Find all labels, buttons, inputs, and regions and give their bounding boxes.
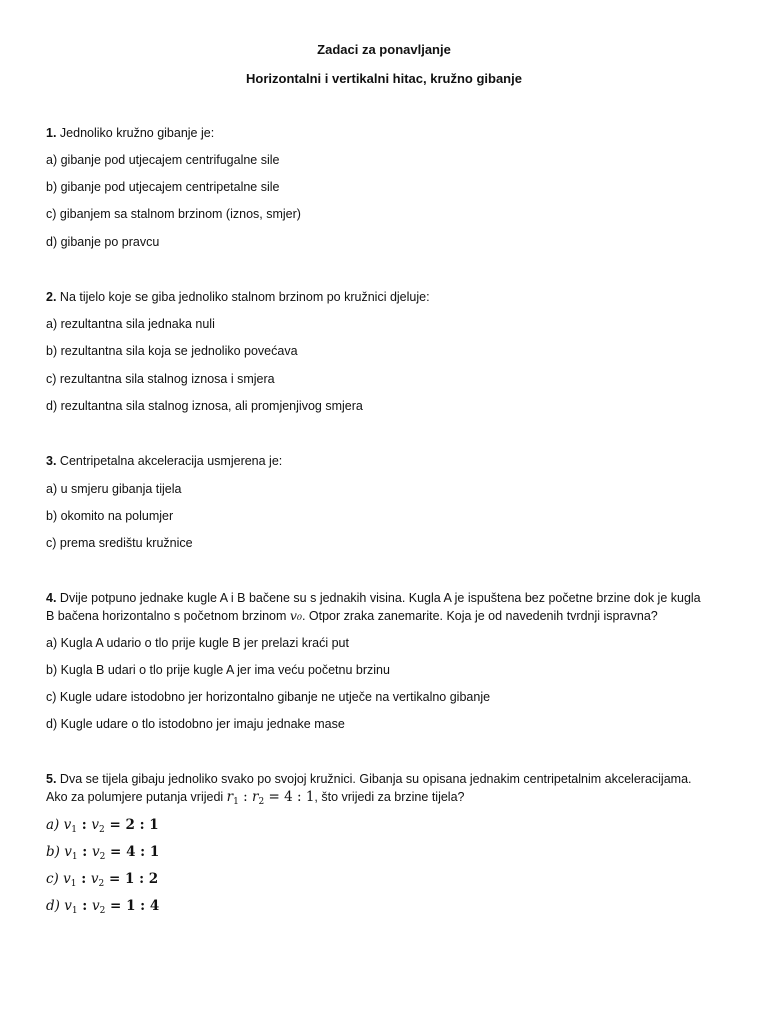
q4-answer-b: b) Kugla B udari o tlo prije kugle A jer ima veću početnu brzinu (46, 663, 390, 677)
q4-answer-d: d) Kugle udare o tlo istodobno jer imaju jednake mase (46, 717, 345, 731)
q2-answer-b: b) rezultantna sila koja se jednoliko povećava (46, 344, 298, 358)
question-2 (46, 290, 430, 304)
q1-answer-a: a) gibanje pod utjecajem centrifugalne sile (46, 153, 280, 167)
document-subtitle: Horizontalni i vertikalni hitac, kružno gibanje (246, 71, 522, 86)
question-text-line-1: Dvije potpuno jednake kugle A i B bačene su s jednakih visina. Kugla A je ispuštena bez početne brzine dok je kugla (59, 591, 701, 605)
question-5 (46, 772, 692, 786)
q5-answer-b: b) $v_1$ : $v_2 = 4$ : 1 (46, 844, 160, 862)
q4-answer-c: c) Kugle udare istodobno jer horizontalno gibanje ne utječe na vertikalno gibanje (46, 690, 491, 704)
q3-answer-a: a) u smjeru gibanja tijela (46, 482, 182, 496)
radius-ratio-expression: $r_1$ : $r_2 = 4$ : 1 (226, 789, 315, 807)
q3-answer-c: c) prema središtu kružnice (46, 536, 193, 550)
question-4 (46, 591, 701, 605)
question-text: Jednoliko kružno gibanje je: (59, 126, 215, 140)
question-number: 1. (46, 126, 57, 140)
initial-velocity-symbol: v₀ (289, 608, 302, 623)
question-text: Centripetalna akceleracija usmjerena je: (59, 454, 283, 468)
question-3 (46, 454, 282, 468)
question-text-line-2b: , što vrijedi za brzine tijela? (314, 790, 465, 804)
question-4-line-2 (46, 608, 658, 623)
question-text: Na tijelo koje se giba jednoliko stalnom brzinom po kružnici djeluje: (59, 290, 430, 304)
q2-answer-c: c) rezultantna sila stalnog iznosa i smjera (46, 372, 275, 386)
q5-answer-c: c) $v_1$ : $v_2 = 1$ : 2 (46, 871, 159, 889)
q1-answer-d: d) gibanje po pravcu (46, 235, 160, 249)
q5-answer-d: d) $v_1$ : $v_2 = 1$ : 4 (46, 898, 160, 916)
question-number: 2. (46, 290, 57, 304)
question-text-line-2b: . Otpor zraka zanemarite. Koja je od navedenih tvrdnji ispravna? (301, 609, 658, 623)
q5-answer-a: a) $v_1$ : $v_2 = 2$ : 1 (46, 817, 159, 835)
question-1 (46, 126, 214, 140)
q2-answer-a: a) rezultantna sila jednaka nuli (46, 317, 215, 331)
q2-answer-d: d) rezultantna sila stalnog iznosa, ali promjenjivog smjera (46, 399, 363, 413)
question-number: 5. (46, 772, 57, 786)
question-5-line-2 (46, 789, 464, 807)
q1-answer-c: c) gibanjem sa stalnom brzinom (iznos, smjer) (46, 207, 301, 221)
question-number: 3. (46, 454, 57, 468)
question-text-line-2a: Ako za polumjere putanja vrijedi (46, 790, 227, 804)
document-title: Zadaci za ponavljanje (317, 42, 451, 57)
question-text-line-1: Dva se tijela gibaju jednoliko svako po svojoj kružnici. Gibanja su opisana jednakim centripetalnim akceleracijama. (59, 772, 692, 786)
question-text-line-2a: B bačena horizontalno s početnom brzinom (46, 609, 290, 623)
question-number: 4. (46, 591, 57, 605)
q4-answer-a: a) Kugla A udario o tlo prije kugle B jer prelazi kraći put (46, 636, 349, 650)
q3-answer-b: b) okomito na polumjer (46, 509, 174, 523)
q1-answer-b: b) gibanje pod utjecajem centripetalne sile (46, 180, 280, 194)
